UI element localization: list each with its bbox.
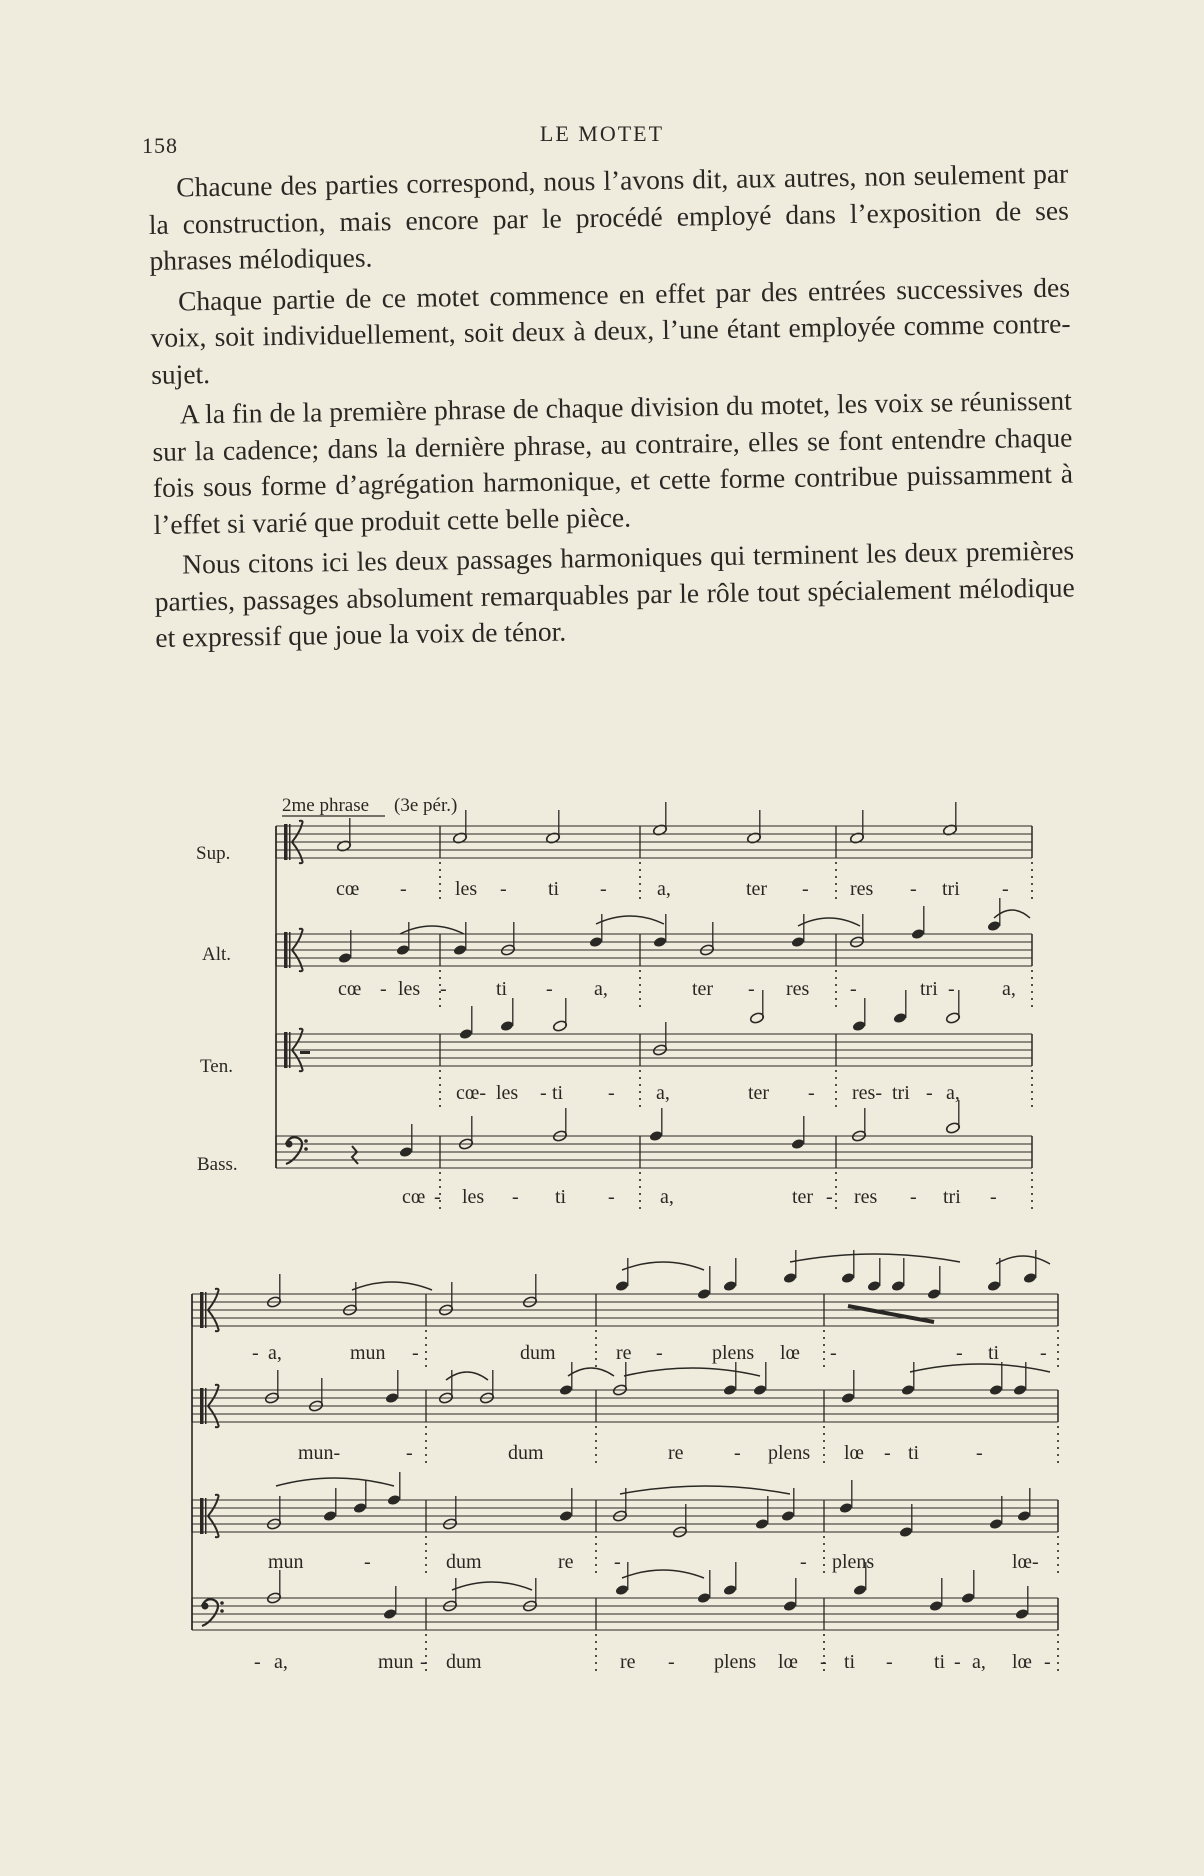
sys1-voice3-syllable: ti — [552, 1082, 564, 1104]
f-clef — [304, 1139, 308, 1143]
paragraph-4: Nous citons ici les deux passages harmoniques qui terminent les deux premières parties, passages absolument remarquables par le rôle tout spécialement mélodique et expressif que joue la voix de ténor. — [154, 534, 1075, 653]
f-clef — [220, 1609, 224, 1613]
sys2-voice1-syllable: - — [252, 1342, 259, 1364]
sys2-voice3-syllable: - — [614, 1551, 621, 1573]
sys1-voice2-syllable: - — [948, 978, 955, 1000]
quarter-note — [927, 1288, 942, 1300]
sys1-voice2-syllable: - — [850, 978, 857, 1000]
sys2-voice3-syllable: mun — [268, 1551, 304, 1573]
sys1-voice4-syllable: tri — [943, 1186, 961, 1208]
quarter-note — [353, 1502, 368, 1514]
sys1-voice1-syllable: tri — [942, 878, 960, 900]
sys2-voice4-syllable: lœ — [778, 1651, 798, 1673]
quarter-note — [385, 1392, 400, 1404]
c-clef — [289, 932, 291, 968]
sys1-voice3-syllable: a, — [946, 1082, 960, 1104]
slur — [352, 1282, 432, 1290]
quarter-note — [1015, 1608, 1030, 1620]
slur — [620, 1486, 790, 1494]
sys1-voice4-syllable: - — [826, 1186, 833, 1208]
sys1-voice2-syllable: tri — [920, 978, 938, 1000]
quarter-note — [649, 1130, 664, 1142]
slur — [568, 1368, 614, 1376]
sys2-voice4-syllable: plens — [714, 1651, 757, 1673]
sys2-voice3-syllable: lœ- — [1012, 1551, 1039, 1573]
sys1-voice1-syllable: les — [455, 878, 478, 900]
sys2-voice1-syllable: a, — [268, 1342, 282, 1364]
sys1-voice1-syllable: ti — [548, 878, 560, 900]
sys1-voice4-syllable: les — [462, 1186, 485, 1208]
quarter-note — [387, 1494, 402, 1506]
sys2-voice4-syllable: a, — [972, 1651, 986, 1673]
sys1-voice2-syllable: a, — [1002, 978, 1016, 1000]
sys2-voice4-syllable: - — [668, 1651, 675, 1673]
sys2-voice1-syllable: lœ — [780, 1342, 800, 1364]
quarter-note — [559, 1384, 574, 1396]
quarter-note — [781, 1510, 796, 1522]
quarter-note — [987, 920, 1002, 932]
quarter-note — [867, 1280, 882, 1292]
quarter-note — [899, 1526, 914, 1538]
quarter-note — [615, 1584, 630, 1596]
quarter-note — [453, 944, 468, 956]
c-clef — [205, 1388, 207, 1424]
c-clef — [200, 1498, 204, 1534]
sys1-voice3-syllable: a, — [656, 1082, 670, 1104]
c-clef — [200, 1388, 204, 1424]
sys2-voice2-syllable: - — [884, 1442, 891, 1464]
slur — [798, 918, 860, 926]
quarter-note — [989, 1518, 1004, 1530]
sys1-voice3-syllable: - — [608, 1082, 615, 1104]
sys1-voice2-syllable: - — [748, 978, 755, 1000]
sys2-voice2-syllable: re — [668, 1442, 684, 1464]
slur — [996, 1256, 1050, 1264]
sys2-voice3-syllable: plens — [832, 1551, 875, 1573]
slur — [622, 1262, 704, 1270]
rest — [352, 1146, 358, 1164]
quarter-note — [911, 928, 926, 940]
sys2-voice1-syllable: re — [616, 1342, 632, 1364]
period-label: (3e pér.) — [394, 795, 458, 816]
sys1-voice1-syllable: cœ — [336, 878, 360, 900]
paragraph-2: Chaque partie de ce motet commence en effet par des entrées successives des voix, soit individuellement, soit deux à deux, l’une étant employée comme contre-sujet. — [150, 271, 1071, 390]
sys2-voice1-syllable: dum — [520, 1342, 556, 1364]
sys1-voice3-syllable: res- — [852, 1082, 882, 1104]
quarter-note — [589, 936, 604, 948]
sys2-voice3-syllable: dum — [446, 1551, 482, 1573]
beam — [848, 1306, 934, 1322]
quarter-note — [723, 1384, 738, 1396]
c-clef — [284, 1032, 288, 1068]
c-clef — [289, 1032, 291, 1068]
quarter-note — [1017, 1510, 1032, 1522]
quarter-note — [987, 1280, 1002, 1292]
sys2-voice1-syllable: - — [956, 1342, 963, 1364]
phrase-label: 2me phrase — [282, 795, 370, 816]
sys2-voice2-syllable: - — [734, 1442, 741, 1464]
voice-label-sup: Sup. — [196, 843, 231, 864]
sys2-voice2-syllable: ti — [908, 1442, 920, 1464]
sys1-voice4-syllable: - — [910, 1186, 917, 1208]
quarter-note — [323, 1510, 338, 1522]
sys2-voice1-syllable: ti — [988, 1342, 1000, 1364]
quarter-note — [853, 1584, 868, 1596]
quarter-note — [839, 1502, 854, 1514]
sys2-voice4-syllable: a, — [274, 1651, 288, 1673]
quarter-note — [841, 1392, 856, 1404]
c-clef — [205, 1498, 207, 1534]
sys1-voice1-syllable: - — [802, 878, 809, 900]
quarter-note — [841, 1272, 856, 1284]
quarter-note — [989, 1384, 1004, 1396]
quarter-note — [459, 1028, 474, 1040]
quarter-note — [653, 936, 668, 948]
quarter-note — [783, 1272, 798, 1284]
sys2-voice4-syllable: mun — [378, 1651, 414, 1673]
rest — [300, 1051, 310, 1054]
sys2-voice1-syllable: - — [656, 1342, 663, 1364]
quarter-note — [961, 1592, 976, 1604]
sys1-voice4-syllable: - — [512, 1186, 519, 1208]
slur — [910, 1364, 1050, 1372]
sys1-voice2-syllable: - — [380, 978, 387, 1000]
sys2-voice2-syllable: - — [976, 1442, 983, 1464]
sys1-voice1-syllable: - — [400, 878, 407, 900]
slur — [624, 1368, 760, 1376]
sys2-voice2-syllable: plens — [768, 1442, 811, 1464]
c-clef — [284, 824, 288, 860]
sys1-voice4-syllable: a, — [660, 1186, 674, 1208]
c-clef — [284, 932, 288, 968]
sys1-voice4-syllable: ter — [792, 1186, 814, 1208]
slur — [400, 926, 464, 934]
lyric-layer — [252, 878, 1051, 1673]
sys1-voice2-syllable: - — [440, 978, 447, 1000]
sys2-voice4-syllable: - — [420, 1651, 427, 1673]
c-clef — [200, 1292, 204, 1328]
quarter-note — [1023, 1272, 1038, 1284]
quarter-note — [615, 1280, 630, 1292]
quarter-note — [500, 1020, 515, 1032]
sys1-voice3-syllable: - — [926, 1082, 933, 1104]
sys1-voice2-syllable: ti — [496, 978, 508, 1000]
voice-label-bass: Bass. — [197, 1154, 238, 1175]
slur — [596, 916, 664, 924]
quarter-note — [893, 1012, 908, 1024]
quarter-note — [723, 1584, 738, 1596]
sys1-voice3-syllable: cœ- — [456, 1082, 486, 1104]
sys1-voice2-syllable: - — [546, 978, 553, 1000]
f-clef — [304, 1147, 308, 1151]
slur — [622, 1570, 704, 1578]
sys1-voice3-syllable: - — [540, 1082, 547, 1104]
sys2-voice2-syllable: lœ — [844, 1442, 864, 1464]
sys2-voice4-syllable: - — [1044, 1651, 1051, 1673]
sys1-voice2-syllable: les — [398, 978, 421, 1000]
paragraph-1: Chacune des parties correspond, nous l’avons dit, aux autres, non seulement par la construction, mais encore par le procédé employé dans l’exposition de ses phrases mélodiques. — [148, 157, 1069, 276]
sys2-voice4-syllable: re — [620, 1651, 636, 1673]
running-head: LE MOTET — [539, 121, 665, 146]
sys1-voice4-syllable: - — [608, 1186, 615, 1208]
sys1-voice1-syllable: res — [850, 878, 874, 900]
slur — [790, 1254, 960, 1262]
sys2-voice1-syllable: plens — [712, 1342, 755, 1364]
quarter-note — [723, 1280, 738, 1292]
quarter-note — [753, 1384, 768, 1396]
sys2-voice4-syllable: - — [954, 1651, 961, 1673]
quarter-note — [383, 1608, 398, 1620]
sys1-voice1-syllable: ter — [746, 878, 768, 900]
sys1-voice4-syllable: cœ — [402, 1186, 426, 1208]
sys1-voice2-syllable: cœ — [338, 978, 362, 1000]
sys1-voice2-syllable: a, — [594, 978, 608, 1000]
sys2-voice3-syllable: - — [800, 1551, 807, 1573]
quarter-note — [697, 1288, 712, 1300]
sys1-voice4-syllable: ti — [555, 1186, 567, 1208]
sys2-voice4-syllable: ti — [934, 1651, 946, 1673]
sys1-voice3-syllable: ter — [748, 1082, 770, 1104]
quarter-note — [901, 1384, 916, 1396]
sys1-voice1-syllable: - — [910, 878, 917, 900]
quarter-note — [891, 1280, 906, 1292]
sys1-voice4-syllable: - — [990, 1186, 997, 1208]
sys2-voice3-syllable: re — [558, 1551, 574, 1573]
sys1-voice3-syllable: - — [808, 1082, 815, 1104]
voice-label-alt: Alt. — [202, 944, 232, 965]
staff-layer — [192, 821, 1058, 1672]
quarter-note — [1013, 1384, 1028, 1396]
sys2-voice2-syllable: - — [406, 1442, 413, 1464]
quarter-note — [783, 1600, 798, 1612]
page-number: 158 — [142, 133, 178, 158]
note-layer — [264, 802, 1050, 1620]
sys2-voice2-syllable: dum — [508, 1442, 544, 1464]
sys2-voice1-syllable: mun — [350, 1342, 386, 1364]
sys1-voice1-syllable: - — [1002, 878, 1009, 900]
quarter-note — [791, 1138, 806, 1150]
sys1-voice2-syllable: ter — [692, 978, 714, 1000]
sys2-voice4-syllable: - — [820, 1651, 827, 1673]
quarter-note — [852, 1020, 867, 1032]
slur — [452, 1582, 532, 1590]
f-clef — [220, 1601, 224, 1605]
sys2-voice3-syllable: - — [364, 1551, 371, 1573]
quarter-note — [559, 1510, 574, 1522]
sys1-voice4-syllable: - — [434, 1186, 441, 1208]
sys2-voice1-syllable: - — [1040, 1342, 1047, 1364]
sys1-voice3-syllable: tri — [892, 1082, 910, 1104]
sys1-voice1-syllable: - — [500, 878, 507, 900]
sys2-voice4-syllable: lœ — [1012, 1651, 1032, 1673]
quarter-note — [697, 1592, 712, 1604]
quarter-note — [791, 936, 806, 948]
sys1-voice1-syllable: - — [600, 878, 607, 900]
sys2-voice1-syllable: - — [412, 1342, 419, 1364]
sys1-voice2-syllable: res — [786, 978, 810, 1000]
sys2-voice4-syllable: - — [254, 1651, 261, 1673]
quarter-note — [929, 1600, 944, 1612]
voice-label-ten: Ten. — [200, 1056, 233, 1077]
c-clef — [289, 824, 291, 860]
sys1-voice4-syllable: res — [854, 1186, 878, 1208]
sys1-voice1-syllable: a, — [657, 878, 671, 900]
sys2-voice1-syllable: - — [830, 1342, 837, 1364]
c-clef — [205, 1292, 207, 1328]
quarter-note — [755, 1518, 770, 1530]
slur — [276, 1478, 394, 1486]
sys2-voice4-syllable: dum — [446, 1651, 482, 1673]
sys2-voice4-syllable: ti — [844, 1651, 856, 1673]
quarter-note — [399, 1146, 414, 1158]
sys1-voice3-syllable: les — [496, 1082, 519, 1104]
sys2-voice2-syllable: mun- — [298, 1442, 341, 1464]
quarter-note — [396, 944, 411, 956]
sys2-voice4-syllable: - — [886, 1651, 893, 1673]
quarter-note — [338, 952, 353, 964]
paragraph-3: A la fin de la première phrase de chaque division du motet, les voix se réunissent sur la cadence; dans la dernière phrase, au contraire, elles se font entendre chaque fois sous forme d’agrégation harmonique, et cette forme contribue puissamment à l’effet si varié que produit cette belle pièce. — [152, 384, 1074, 540]
